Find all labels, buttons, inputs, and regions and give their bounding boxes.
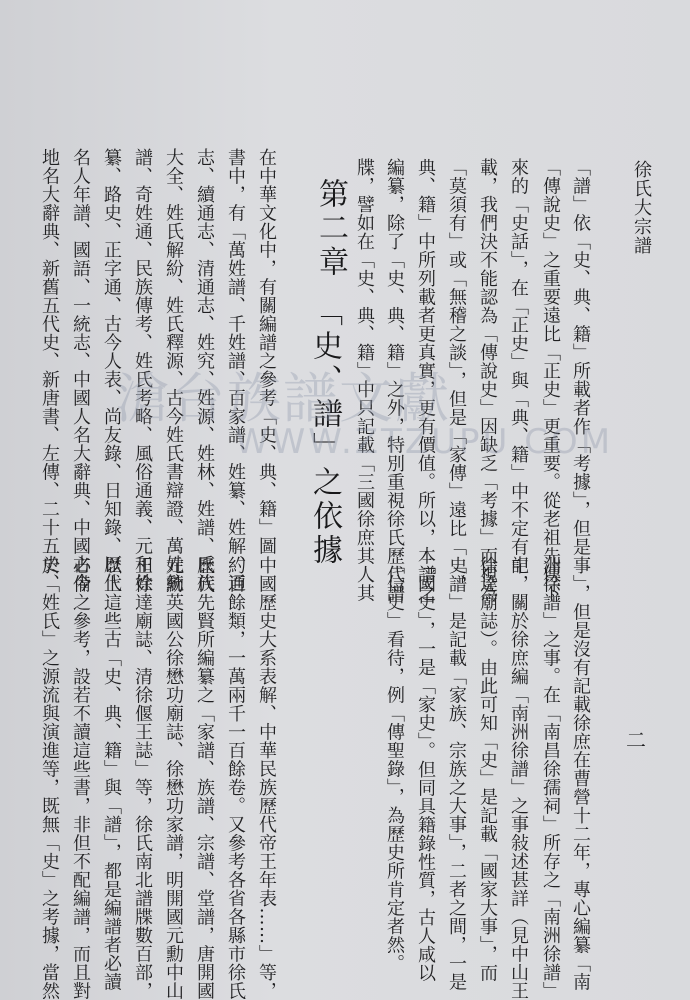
text-column: 地名大辭典、新舊五代史、新唐書、左傳、二十五史、 <box>39 148 60 592</box>
text-column: 大全、姓氏解紛、姓氏釋源、古今姓氏書辯證、萬姓統 <box>163 148 184 592</box>
watermark-text: 滄台族譜文獻 <box>115 367 451 430</box>
text-column: 事」，但是沒有記載徐庶在曹營十二年，專心編纂「南 <box>570 556 591 991</box>
text-column: 纂、路史、正字通、古今人表、尚友錄、日知錄、歷代 <box>101 148 122 592</box>
text-column: 來的「史話」，在「正史」與「典、籍」中不定有記 <box>508 158 529 575</box>
text-column: 「國史」，一是「家史」。但同具籍錄性質，古人咸以 <box>415 556 436 982</box>
text-column: 「莫須有」或「無稽之談」，但是「家傳」遠比「史、 <box>446 158 467 593</box>
text-column: 必備之參考，設若不讀這些書，非但不配編譜，而且對 <box>70 556 91 1000</box>
text-column: 「傳說史」之重要遠比「正史」更重要。從老祖先傳下 <box>540 158 561 602</box>
text-column: 譜、奇姓通、民族傳考、姓氏考略、風俗通義、元和姓 <box>132 148 153 592</box>
text-column: 編纂，除了「史、典、籍」之外，特別重視徐氏歷代譜 <box>384 158 405 602</box>
chapter-number: 第二章 <box>313 178 348 280</box>
text-column: 王徐達廟誌、清徐偃王誌」等，徐氏南北譜牒數百部， <box>132 556 153 1000</box>
text-column: 於「姓氏」之源流與演進等，既無「史」之考據，當然 <box>39 556 60 1000</box>
text-column: 中，關於徐庶編「南洲徐譜」之事敍述甚詳（見中山王 <box>508 556 529 1000</box>
text-column: 歷代先賢所編纂之「家譜、族譜、宗譜、堂譜，唐開國 <box>194 556 215 1000</box>
text-column: 以上這些古「史、典、籍」與「譜」，都是編譜者必讀 <box>101 556 122 991</box>
text-column: 洲徐譜」之事。在「南昌徐孺祠」所存之「南洲徐譜」 <box>540 556 561 1000</box>
text-column: 名人年譜、國語、一統志、中國人名大辭典、中國古今 <box>70 148 91 592</box>
text-column: 「譜」依「史、典、籍」所載者作「考據」，但是 <box>570 158 591 556</box>
chapter-title: 「史、譜」之依據 <box>307 296 342 568</box>
watermark-url: WWW.ZTZUPU.COM <box>235 422 614 462</box>
text-column: 書中，有「萬姓譜、千姓譜、百家譜、姓纂、姓解、通 <box>225 148 246 592</box>
text-column: 「譜」是記載「家族、宗族之大事」，二者之間，一是 <box>446 556 467 991</box>
text-column: 元勳英國公徐懋功廟誌、徐懋功家譜，明開國元勳中山 <box>163 556 184 1000</box>
text-column: 典、籍」中所列載者更真實，更有價值。所以，本譜之 <box>415 158 436 602</box>
text-column: 在中華文化中，有關編譜之參考「史、典、籍」圖 <box>256 148 277 555</box>
running-header: 徐氏大宗譜 <box>631 160 652 255</box>
text-column: 徐達廟誌）。由此可知「史」是記載「國家大事」，而 <box>477 556 498 982</box>
text-column: 牒，譬如在「史、典、籍」中只記載「三國徐庶其人其 <box>354 158 375 602</box>
page-number: 二 <box>626 728 646 752</box>
text-column: 志、續通志、清通志、姓究、姓源、姓林、姓譜、氏族 <box>194 148 215 592</box>
text-column: 載，我們決不能認為「傳說史」因缺乏「考據」而視為 <box>477 158 498 602</box>
text-column: 「信史」看待，例「傳聖錄」，為歷史所肯定者然。 <box>384 556 405 973</box>
text-column: 約百餘類，一萬兩千一百餘卷。又參考各省各縣市徐氏 <box>225 556 246 1000</box>
text-column: 中國歷史大系表解、中華民族歷代帝王年表……」等， <box>256 556 277 1000</box>
